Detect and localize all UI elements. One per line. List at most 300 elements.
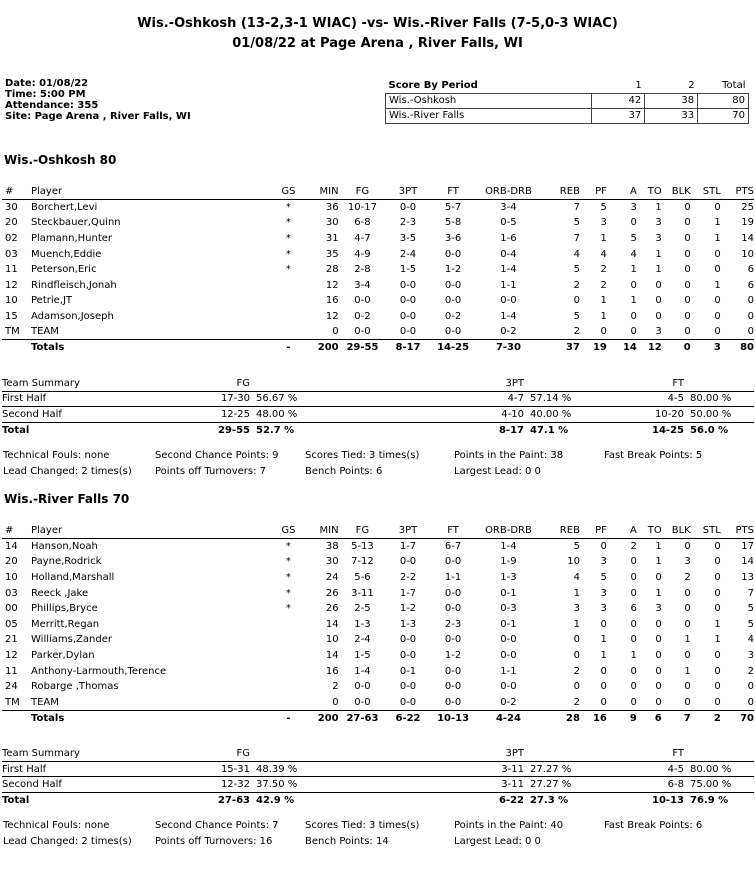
cell-assists: 2 bbox=[630, 541, 637, 553]
cell-field-goals: 4-7 bbox=[354, 233, 371, 245]
cell-field-goals: 0-0 bbox=[354, 681, 371, 693]
cell-minutes: 14 bbox=[325, 618, 339, 630]
misc-turnovers: Points off Turnovers: 16 bbox=[155, 835, 273, 847]
cell-starter-flag bbox=[275, 617, 301, 633]
cell-assists: 0 bbox=[630, 665, 637, 677]
player-row bbox=[2, 262, 754, 278]
cell-blocks: 0 bbox=[684, 279, 691, 291]
cell-personal-fouls: 1 bbox=[600, 634, 607, 646]
cell-player-name: Williams,Zander bbox=[31, 634, 112, 646]
cell-off-def-rebounds: 3-4 bbox=[500, 202, 517, 214]
cell-minutes: 26 bbox=[325, 603, 339, 615]
cell-personal-fouls: 0 bbox=[600, 665, 607, 677]
summary-fg-pct: 48.39 % bbox=[256, 763, 298, 775]
cell-rebounds: 0 bbox=[573, 634, 580, 646]
column-header: 3PT bbox=[386, 523, 430, 539]
cell-free-throws: 0-0 bbox=[444, 681, 462, 693]
player-row bbox=[2, 200, 754, 216]
cell-assists: 0 bbox=[630, 587, 637, 599]
cell-starter-flag bbox=[275, 632, 301, 648]
summary-3pt-pct: 40.00 % bbox=[524, 407, 576, 423]
cell-blocks: 0 bbox=[684, 541, 691, 553]
cell-free-throws: 0-0 bbox=[444, 696, 462, 708]
team-title: Wis.-Oshkosh 80 bbox=[4, 153, 117, 167]
cell-jersey-number: 21 bbox=[5, 634, 18, 646]
cell-personal-fouls: 2 bbox=[600, 264, 607, 276]
cell-turnovers: 0 bbox=[655, 681, 662, 693]
period-team: Wis.-River Falls bbox=[386, 108, 592, 123]
info-site: Site: Page Arena , River Falls, WI bbox=[5, 111, 191, 122]
column-header: STL bbox=[691, 184, 721, 200]
summary-3pt-pct: 27.3 % bbox=[524, 792, 576, 808]
cell-blocks: 0 bbox=[684, 603, 691, 615]
column-header: 3PT bbox=[386, 184, 430, 200]
summary-fg-pct: 42.9 % bbox=[250, 792, 374, 808]
cell-blocks: 0 bbox=[684, 587, 691, 599]
cell-player-name: Rindfleisch,Jonah bbox=[31, 279, 117, 291]
player-row bbox=[2, 695, 754, 711]
cell-off-def-rebounds: 0-0 bbox=[500, 295, 517, 307]
cell-points: 14 bbox=[741, 556, 754, 568]
summary-fg-pct: 37.50 % bbox=[250, 777, 374, 793]
column-header: BLK bbox=[662, 184, 691, 200]
misc-scores-tied: Scores Tied: 3 times(s) bbox=[305, 449, 420, 461]
cell-three-pointers: 0-0 bbox=[399, 650, 417, 662]
cell-steals: 0 bbox=[714, 248, 721, 260]
summary-label: Team Summary bbox=[2, 376, 152, 392]
summary-3pt-pct: 57.14 % bbox=[530, 393, 572, 405]
cell-three-pointers: 0-0 bbox=[399, 202, 417, 214]
misc-lead-changed: Lead Changed: 2 times(s) bbox=[3, 465, 132, 477]
column-header: # bbox=[2, 523, 31, 539]
total-off-def-rebounds: 4-24 bbox=[476, 710, 540, 726]
summary-fg-made: 29-55 bbox=[152, 422, 250, 438]
cell-rebounds: 4 bbox=[573, 572, 580, 584]
summary-3pt-made: 4-7 bbox=[507, 393, 524, 405]
summary-row-first-half bbox=[2, 761, 754, 777]
cell-points: 19 bbox=[741, 217, 754, 229]
player-row bbox=[2, 309, 754, 325]
total-personal-fouls: 19 bbox=[580, 340, 607, 356]
cell-points: 10 bbox=[741, 248, 754, 260]
cell-blocks: 0 bbox=[684, 295, 691, 307]
cell-player-name: Steckbauer,Quinn bbox=[31, 217, 121, 229]
cell-three-pointers: 1-3 bbox=[399, 618, 417, 630]
cell-field-goals: 5-6 bbox=[354, 572, 371, 584]
summary-ft-made: 4-5 bbox=[667, 393, 684, 405]
cell-points: 3 bbox=[747, 650, 754, 662]
cell-starter-flag bbox=[275, 679, 301, 695]
summary-fg-made: 17-30 bbox=[220, 393, 250, 405]
total-field-goals: 27-63 bbox=[339, 710, 387, 726]
column-header: STL bbox=[691, 523, 721, 539]
player-row bbox=[2, 663, 754, 679]
period-header: 2 bbox=[688, 79, 695, 91]
summary-ft-header: FT bbox=[576, 746, 684, 762]
summary-fg-pct: 48.00 % bbox=[250, 407, 374, 423]
cell-personal-fouls: 0 bbox=[600, 618, 607, 630]
cell-off-def-rebounds: 0-1 bbox=[500, 587, 517, 599]
cell-jersey-number: 30 bbox=[5, 202, 18, 214]
total-assists: 14 bbox=[607, 340, 637, 356]
cell-personal-fouls: 1 bbox=[600, 311, 607, 323]
cell-points: 25 bbox=[741, 202, 754, 214]
cell-personal-fouls: 3 bbox=[600, 587, 607, 599]
cell-free-throws: 0-0 bbox=[444, 603, 462, 615]
cell-personal-fouls: 5 bbox=[600, 572, 607, 584]
summary-fg-pct: 56.67 % bbox=[256, 393, 298, 405]
cell-free-throws: 1-2 bbox=[444, 650, 462, 662]
column-header: FT bbox=[430, 523, 477, 539]
cell-steals: 0 bbox=[714, 295, 721, 307]
cell-assists: 1 bbox=[630, 650, 637, 662]
summary-3pt-made: 8-17 bbox=[374, 422, 524, 438]
cell-personal-fouls: 0 bbox=[600, 696, 607, 708]
total-free-throws: 10-13 bbox=[430, 710, 477, 726]
cell-starter-flag bbox=[275, 648, 301, 664]
cell-assists: 3 bbox=[630, 202, 637, 214]
cell-three-pointers: 0-0 bbox=[399, 556, 417, 568]
cell-three-pointers: 0-0 bbox=[399, 311, 417, 323]
cell-steals: 0 bbox=[714, 681, 721, 693]
cell-field-goals: 1-4 bbox=[354, 665, 371, 677]
cell-assists: 0 bbox=[630, 696, 637, 708]
cell-blocks: 1 bbox=[684, 665, 691, 677]
cell-minutes: 16 bbox=[325, 665, 339, 677]
cell-steals: 0 bbox=[714, 326, 721, 338]
cell-turnovers: 0 bbox=[655, 665, 662, 677]
cell-blocks: 0 bbox=[684, 217, 691, 229]
team-summary-table bbox=[2, 376, 754, 438]
cell-blocks: 0 bbox=[684, 202, 691, 214]
summary-ft-pct: 80.00 % bbox=[690, 393, 732, 405]
player-row bbox=[2, 215, 754, 231]
cell-turnovers: 3 bbox=[655, 217, 662, 229]
cell-personal-fouls: 5 bbox=[600, 202, 607, 214]
cell-player-name: Anthony-Larmouth,Terence bbox=[31, 665, 167, 677]
cell-minutes: 31 bbox=[325, 233, 339, 245]
period-team: Wis.-Oshkosh bbox=[386, 93, 592, 108]
cell-minutes: 24 bbox=[325, 572, 339, 584]
summary-3pt-header: 3PT bbox=[374, 746, 524, 762]
player-row bbox=[2, 632, 754, 648]
team-summary-table bbox=[2, 746, 754, 808]
cell-turnovers: 0 bbox=[655, 618, 662, 630]
summary-row-second-half bbox=[2, 777, 754, 793]
total-points: 80 bbox=[721, 340, 754, 356]
column-header: Player bbox=[31, 184, 275, 200]
summary-ft-pct: 56.0 % bbox=[684, 422, 754, 438]
cell-off-def-rebounds: 0-0 bbox=[500, 650, 517, 662]
cell-assists: 1 bbox=[630, 264, 637, 276]
cell-rebounds: 5 bbox=[573, 541, 580, 553]
player-row bbox=[2, 539, 754, 555]
box-score-table bbox=[2, 523, 754, 726]
cell-rebounds: 4 bbox=[573, 248, 580, 260]
summary-3pt-pct: 27.27 % bbox=[530, 763, 572, 775]
total-minutes: 200 bbox=[301, 710, 338, 726]
cell-minutes: 0 bbox=[332, 696, 339, 708]
cell-off-def-rebounds: 1-1 bbox=[500, 279, 517, 291]
misc-bench: Bench Points: 6 bbox=[305, 465, 383, 477]
player-row bbox=[2, 570, 754, 586]
cell-jersey-number: TM bbox=[5, 326, 20, 338]
cell-field-goals: 2-8 bbox=[354, 264, 371, 276]
cell-off-def-rebounds: 0-0 bbox=[500, 681, 517, 693]
player-row bbox=[2, 585, 754, 601]
misc-paint: Points in the Paint: 38 bbox=[454, 449, 564, 461]
cell-turnovers: 1 bbox=[655, 264, 662, 276]
summary-fg-header: FG bbox=[152, 376, 250, 392]
cell-blocks: 3 bbox=[684, 556, 691, 568]
summary-3pt-made: 3-11 bbox=[501, 763, 524, 775]
cell-rebounds: 0 bbox=[573, 650, 580, 662]
cell-off-def-rebounds: 0-2 bbox=[500, 326, 517, 338]
summary-3pt-header: 3PT bbox=[374, 376, 524, 392]
total-steals: 2 bbox=[691, 710, 721, 726]
misc-scores-tied: Scores Tied: 3 times(s) bbox=[305, 819, 420, 831]
cell-jersey-number: 20 bbox=[5, 217, 18, 229]
cell-turnovers: 3 bbox=[655, 233, 662, 245]
column-header: GS bbox=[275, 523, 301, 539]
cell-steals: 0 bbox=[714, 264, 721, 276]
player-row bbox=[2, 601, 754, 617]
cell-player-name: Adamson,Joseph bbox=[31, 311, 114, 323]
total-free-throws: 14-25 bbox=[430, 340, 477, 356]
game-date-location: 01/08/22 at Page Arena , River Falls, WI bbox=[232, 36, 523, 51]
summary-fg-made: 27-63 bbox=[152, 792, 250, 808]
column-header: FG bbox=[339, 523, 387, 539]
cell-free-throws: 6-7 bbox=[444, 541, 462, 553]
cell-player-name: Payne,Rodrick bbox=[31, 556, 102, 568]
summary-3pt-made: 3-11 bbox=[374, 777, 524, 793]
period-score: 37 bbox=[592, 108, 645, 123]
cell-steals: 0 bbox=[714, 541, 721, 553]
summary-3pt-made: 6-22 bbox=[374, 792, 524, 808]
total-player-name: Totals bbox=[31, 710, 275, 726]
period-score: 33 bbox=[645, 108, 698, 123]
total-blocks: 0 bbox=[662, 340, 691, 356]
cell-three-pointers: 3-5 bbox=[399, 233, 417, 245]
cell-jersey-number: 11 bbox=[5, 665, 18, 677]
summary-ft-made: 4-5 bbox=[667, 763, 684, 775]
cell-three-pointers: 2-4 bbox=[399, 248, 417, 260]
cell-points: 0 bbox=[747, 311, 754, 323]
total-jersey-number bbox=[2, 710, 31, 726]
cell-points: 7 bbox=[747, 587, 754, 599]
cell-points: 14 bbox=[741, 233, 754, 245]
cell-steals: 0 bbox=[714, 603, 721, 615]
cell-blocks: 1 bbox=[684, 634, 691, 646]
info-time: Time: 5:00 PM bbox=[5, 89, 86, 100]
cell-player-name: Petrie,JT bbox=[31, 295, 73, 307]
column-header: A bbox=[607, 523, 637, 539]
cell-rebounds: 1 bbox=[573, 618, 580, 630]
score-by-period-title: Score By Period bbox=[388, 79, 478, 91]
column-header: REB bbox=[541, 184, 580, 200]
cell-personal-fouls: 0 bbox=[600, 681, 607, 693]
cell-player-name: Parker,Dylan bbox=[31, 650, 95, 662]
cell-jersey-number: 03 bbox=[5, 587, 18, 599]
cell-minutes: 10 bbox=[325, 634, 339, 646]
cell-jersey-number: 05 bbox=[5, 618, 18, 630]
total-minutes: 200 bbox=[301, 340, 338, 356]
cell-off-def-rebounds: 0-0 bbox=[500, 634, 517, 646]
cell-steals: 1 bbox=[714, 279, 721, 291]
cell-player-name: Holland,Marshall bbox=[31, 572, 115, 584]
cell-turnovers: 0 bbox=[655, 634, 662, 646]
column-header: TO bbox=[637, 184, 662, 200]
column-header: MIN bbox=[301, 523, 338, 539]
cell-turnovers: 0 bbox=[655, 572, 662, 584]
cell-points: 0 bbox=[747, 326, 754, 338]
misc-tech: Technical Fouls: none bbox=[3, 449, 110, 461]
cell-assists: 0 bbox=[630, 279, 637, 291]
cell-three-pointers: 0-0 bbox=[399, 681, 417, 693]
cell-assists: 0 bbox=[630, 326, 637, 338]
misc-fast-break: Fast Break Points: 5 bbox=[604, 449, 703, 461]
cell-rebounds: 2 bbox=[573, 696, 580, 708]
cell-assists: 1 bbox=[630, 295, 637, 307]
period-total: 80 bbox=[698, 93, 749, 108]
cell-three-pointers: 1-2 bbox=[399, 603, 417, 615]
column-header: MIN bbox=[301, 184, 338, 200]
cell-free-throws: 0-0 bbox=[444, 248, 462, 260]
cell-rebounds: 3 bbox=[573, 603, 580, 615]
player-row bbox=[2, 617, 754, 633]
misc-tech: Technical Fouls: none bbox=[3, 819, 110, 831]
column-header: ORB-DRB bbox=[476, 523, 540, 539]
cell-starter-flag bbox=[275, 324, 301, 340]
cell-blocks: 0 bbox=[684, 248, 691, 260]
summary-row-label: Total bbox=[2, 422, 152, 438]
column-header: GS bbox=[275, 184, 301, 200]
cell-off-def-rebounds: 1-4 bbox=[500, 311, 517, 323]
cell-off-def-rebounds: 0-4 bbox=[500, 248, 517, 260]
cell-assists: 0 bbox=[630, 681, 637, 693]
cell-three-pointers: 0-0 bbox=[399, 326, 417, 338]
misc-fast-break: Fast Break Points: 6 bbox=[604, 819, 703, 831]
cell-turnovers: 1 bbox=[655, 202, 662, 214]
cell-personal-fouls: 0 bbox=[600, 326, 607, 338]
cell-turnovers: 1 bbox=[655, 556, 662, 568]
cell-starter-flag bbox=[275, 695, 301, 711]
cell-jersey-number: 00 bbox=[5, 603, 18, 615]
cell-rebounds: 0 bbox=[573, 681, 580, 693]
column-header: FT bbox=[430, 184, 477, 200]
summary-ft-pct: 80.00 % bbox=[690, 763, 732, 775]
cell-three-pointers: 0-1 bbox=[399, 665, 417, 677]
cell-minutes: 28 bbox=[325, 264, 339, 276]
total-turnovers: 6 bbox=[637, 710, 662, 726]
cell-free-throws: 0-0 bbox=[444, 665, 462, 677]
total-rebounds: 28 bbox=[541, 710, 580, 726]
cell-assists: 0 bbox=[630, 556, 637, 568]
cell-starter-flag: * bbox=[285, 541, 291, 553]
cell-minutes: 38 bbox=[325, 541, 339, 553]
cell-jersey-number: 11 bbox=[5, 264, 18, 276]
cell-free-throws: 0-2 bbox=[444, 311, 462, 323]
cell-field-goals: 1-3 bbox=[354, 618, 371, 630]
total-rebounds: 37 bbox=[541, 340, 580, 356]
cell-minutes: 2 bbox=[332, 681, 339, 693]
misc-largest-lead: Largest Lead: 0 0 bbox=[454, 835, 541, 847]
cell-personal-fouls: 3 bbox=[600, 603, 607, 615]
misc-lead-changed: Lead Changed: 2 times(s) bbox=[3, 835, 132, 847]
box-score-table bbox=[2, 184, 754, 356]
cell-off-def-rebounds: 1-4 bbox=[500, 264, 517, 276]
cell-starter-flag: * bbox=[285, 202, 291, 214]
column-header: Player bbox=[31, 523, 275, 539]
cell-blocks: 0 bbox=[684, 233, 691, 245]
cell-blocks: 0 bbox=[684, 650, 691, 662]
cell-player-name: Reeck ,Jake bbox=[31, 587, 89, 599]
cell-points: 17 bbox=[741, 541, 754, 553]
cell-rebounds: 2 bbox=[573, 665, 580, 677]
cell-personal-fouls: 3 bbox=[600, 556, 607, 568]
cell-jersey-number: 03 bbox=[5, 248, 18, 260]
cell-assists: 0 bbox=[630, 618, 637, 630]
cell-turnovers: 0 bbox=[655, 295, 662, 307]
cell-blocks: 0 bbox=[684, 681, 691, 693]
cell-three-pointers: 0-0 bbox=[399, 279, 417, 291]
cell-blocks: 0 bbox=[684, 696, 691, 708]
cell-field-goals: 0-0 bbox=[354, 326, 371, 338]
summary-ft-pct: 75.00 % bbox=[684, 777, 754, 793]
cell-rebounds: 1 bbox=[573, 587, 580, 599]
cell-off-def-rebounds: 0-2 bbox=[500, 696, 517, 708]
cell-rebounds: 5 bbox=[573, 264, 580, 276]
cell-field-goals: 2-5 bbox=[354, 603, 371, 615]
total-assists: 9 bbox=[607, 710, 637, 726]
cell-jersey-number: 10 bbox=[5, 295, 18, 307]
cell-field-goals: 3-4 bbox=[354, 279, 371, 291]
cell-minutes: 36 bbox=[325, 202, 339, 214]
cell-rebounds: 7 bbox=[573, 202, 580, 214]
column-header: TO bbox=[637, 523, 662, 539]
summary-row-label: Second Half bbox=[2, 407, 152, 423]
summary-fg-header: FG bbox=[152, 746, 250, 762]
player-row bbox=[2, 293, 754, 309]
cell-three-pointers: 0-0 bbox=[399, 634, 417, 646]
cell-turnovers: 0 bbox=[655, 311, 662, 323]
cell-points: 0 bbox=[747, 681, 754, 693]
cell-steals: 1 bbox=[714, 634, 721, 646]
cell-minutes: 30 bbox=[325, 556, 339, 568]
player-row bbox=[2, 231, 754, 247]
cell-personal-fouls: 1 bbox=[600, 650, 607, 662]
summary-ft-made: 14-25 bbox=[576, 422, 684, 438]
cell-jersey-number: 12 bbox=[5, 650, 18, 662]
summary-ft-header: FT bbox=[576, 376, 684, 392]
cell-rebounds: 2 bbox=[573, 326, 580, 338]
cell-off-def-rebounds: 1-3 bbox=[500, 572, 517, 584]
misc-largest-lead: Largest Lead: 0 0 bbox=[454, 465, 541, 477]
summary-row-total bbox=[2, 422, 754, 438]
cell-field-goals: 2-4 bbox=[354, 634, 371, 646]
cell-assists: 5 bbox=[630, 233, 637, 245]
column-header: PF bbox=[580, 523, 607, 539]
cell-free-throws: 0-0 bbox=[444, 634, 462, 646]
total-points: 70 bbox=[721, 710, 754, 726]
cell-blocks: 2 bbox=[684, 572, 691, 584]
cell-free-throws: 3-6 bbox=[444, 233, 462, 245]
cell-rebounds: 5 bbox=[573, 311, 580, 323]
column-header: FG bbox=[339, 184, 387, 200]
cell-personal-fouls: 3 bbox=[600, 217, 607, 229]
cell-field-goals: 10-17 bbox=[347, 202, 377, 214]
info-date: Date: 01/08/22 bbox=[5, 78, 89, 89]
